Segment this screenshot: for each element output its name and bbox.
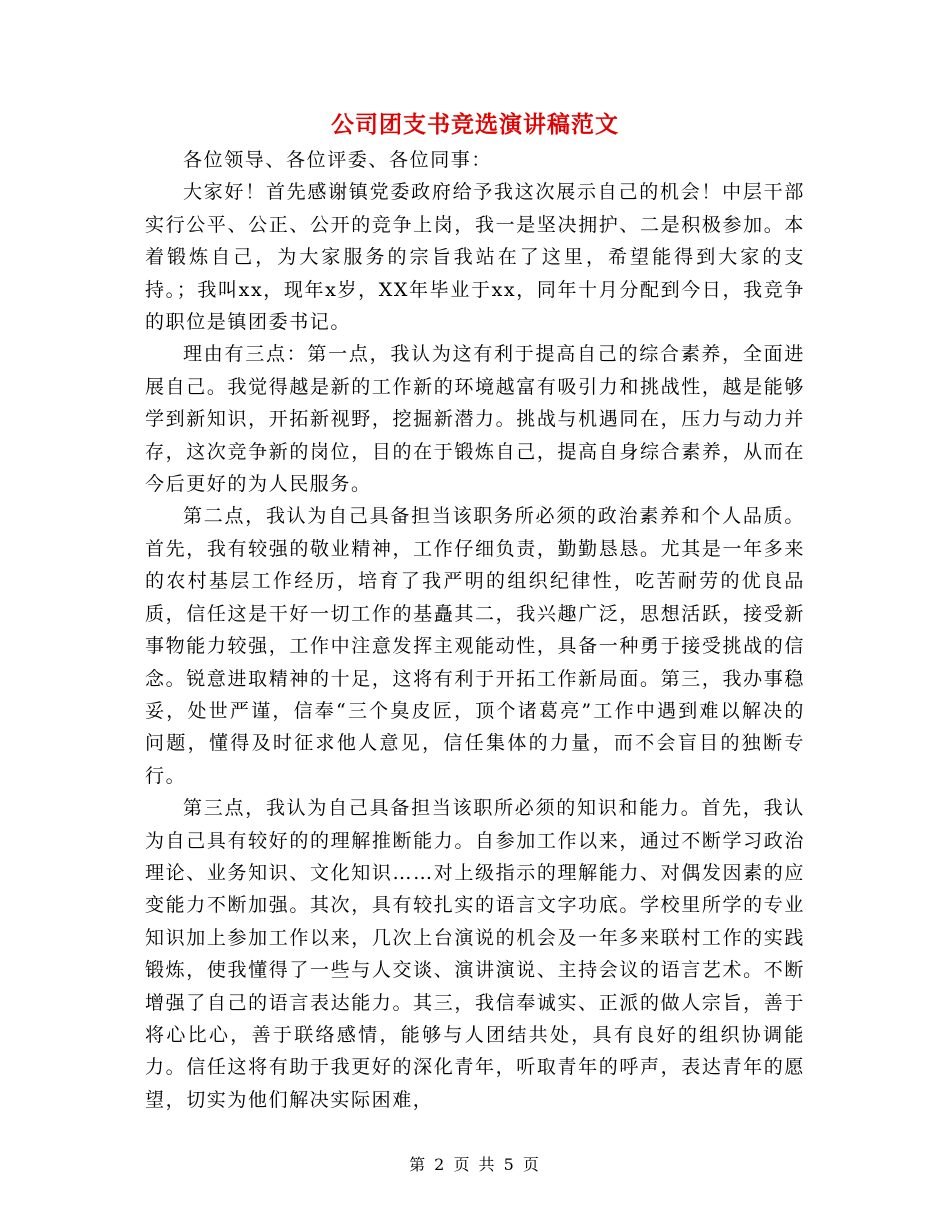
footer-middle: 页 共 [453, 1155, 497, 1174]
footer-prefix: 第 [409, 1155, 428, 1174]
paragraph-salutation: 各位领导、各位评委、各位同事： [183, 149, 493, 171]
paragraph-reason-one: 理由有三点：第一点，我认为这有利于提高自己的综合素养，全面进展自己。我觉得越是新的工作新的环境越富有吸引力和挑战性，越是能够学到新知识，开拓新视野，挖掘新潜力。挑战与机遇同在，压力与动力并存，这次竞争新的岗位，目的在于锻炼自己，提高自身综合素养，从而在今后更好的为人民服务。 [145, 343, 805, 496]
paragraph-reason-three: 第三点，我认为自己具备担当该职所必须的知识和能力。首先，我认为自己具有较好的的理解推断能力。自参加工作以来，通过不断学习政治理论、业务知识、文化知识……对上级指示的理解能力、对偶发因素的应变能力不断加强。其次，具有较扎实的语言文字功底。学校里所学的专业知识加上参加工作以来，几次上台演说的机会及一年多来联村工作的实践锻炼，使我懂得了一些与人交谈、演讲演说、主持会议的语言艺术。不断增强了自己的语言表达能力。其三，我信奉诚实、正派的做人宗旨，善于将心比心，善于联络感情，能够与人团结共处，具有良好的组织协调能力。信任这将有助于我更好的深化青年，听取青年的呼声，表达青年的愿望，切实为他们解决实际困难， [145, 797, 805, 1111]
paragraph-greeting: 大家好！首先感谢镇党委政府给予我这次展示自己的机会！中层干部实行公平、公正、公开的竞争上岗，我一是坚决拥护、二是积极参加。本着锻炼自己，为大家服务的宗旨我站在了这里，希望能得到大家的支持。；我叫xx，现年x岁，XX年毕业于xx，同年十月分配到今日，我竞争的职位是镇团委书记。 [145, 181, 805, 334]
footer-total-pages: 5 [503, 1155, 516, 1174]
page-footer [0, 1152, 950, 1175]
paragraph-reason-two: 第二点，我认为自己具备担当该职务所必须的政治素养和个人品质。首先，我有较强的敬业精神，工作仔细负责，勤勤恳恳。尤其是一年多来的农村基层工作经历，培育了我严明的组织纪律性，吃苦耐劳的优良品质，信任这是干好一切工作的基矗其二，我兴趣广泛，思想活跃，接受新事物能力较强，工作中注意发挥主观能动性，具备一种勇于接受挑战的信念。锐意进取精神的十足，这将有利于开拓工作新局面。第三，我办事稳妥，处世严谨，信奉“三个臭皮匠，顶个诸葛亮”工作中遇到难以解决的问题，懂得及时征求他人意见，信任集体的力量，而不会盲目的独断专行。 [145, 505, 805, 787]
footer-suffix: 页 [522, 1155, 541, 1174]
footer-current-page: 2 [434, 1155, 447, 1174]
document-title: 公司团支书竞选演讲稿范文 [331, 112, 619, 138]
document-body [145, 144, 805, 1116]
